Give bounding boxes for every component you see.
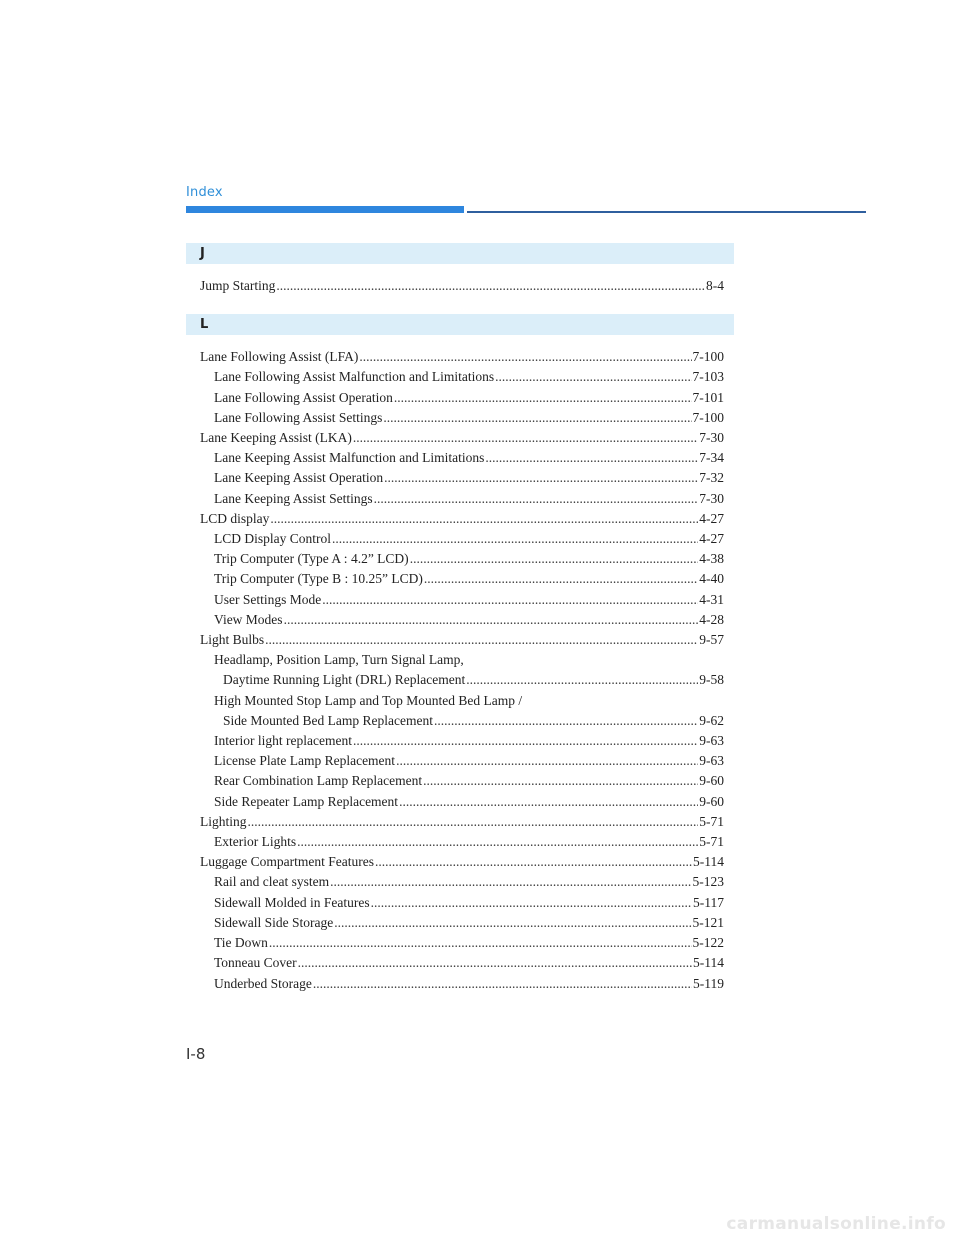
index-subentry[interactable] xyxy=(186,610,734,630)
entry-label: Lane Following Assist Malfunction and Limitations xyxy=(214,369,495,385)
entry-label: Light Bulbs xyxy=(200,632,265,648)
index-subentry[interactable] xyxy=(186,771,734,791)
entry-label: Tonneau Cover xyxy=(214,955,297,971)
dot-leader xyxy=(396,751,698,771)
index-entry[interactable] xyxy=(186,509,734,529)
entry-label: Interior light replacement xyxy=(214,733,352,749)
index-subentry-line: High Mounted Stop Lamp and Top Mounted Bed Lamp / xyxy=(214,692,523,708)
entry-label: Lane Following Assist (LFA) xyxy=(200,349,359,365)
entry-label: Exterior Lights xyxy=(214,834,297,850)
dot-leader xyxy=(298,953,692,973)
entry-page: 4-38 xyxy=(699,551,724,567)
index-subentry[interactable] xyxy=(186,489,734,509)
section-header-l: L xyxy=(186,314,734,335)
index-subentry[interactable] xyxy=(186,711,734,731)
dot-leader xyxy=(334,913,691,933)
entry-label: Lane Keeping Assist Malfunction and Limitations xyxy=(214,450,485,466)
entry-page: 9-57 xyxy=(699,632,724,648)
header-rule-thin xyxy=(467,211,866,213)
entry-label: Underbed Storage xyxy=(214,975,312,991)
dot-leader xyxy=(399,792,698,812)
entry-page: 7-30 xyxy=(699,430,724,446)
index-subentry[interactable] xyxy=(186,569,734,589)
dot-leader xyxy=(495,367,691,387)
entry-label: Trip Computer (Type A : 4.2” LCD) xyxy=(214,551,409,567)
entry-page: 5-114 xyxy=(693,955,724,971)
entry-page: 5-71 xyxy=(699,834,724,850)
entry-page: 7-34 xyxy=(699,450,724,466)
index-entry[interactable] xyxy=(186,276,734,296)
entry-page: 7-100 xyxy=(692,349,724,365)
dot-leader xyxy=(353,731,698,751)
index-content xyxy=(186,243,734,994)
index-subentry[interactable] xyxy=(186,913,734,933)
entry-label: Jump Starting xyxy=(200,278,276,293)
entry-label: Lighting xyxy=(200,813,247,829)
entry-page: 5-122 xyxy=(692,935,724,951)
entry-page: 7-103 xyxy=(692,369,724,385)
entry-page: 8-4 xyxy=(706,278,724,293)
index-entry[interactable] xyxy=(186,812,734,832)
dot-leader xyxy=(466,670,698,690)
index-subentry[interactable] xyxy=(186,933,734,953)
entry-page: 4-28 xyxy=(699,611,724,627)
dot-leader xyxy=(375,852,692,872)
entry-label: Lane Following Assist Operation xyxy=(214,389,393,405)
entry-page: 9-63 xyxy=(699,753,724,769)
index-subentry[interactable] xyxy=(186,832,734,852)
index-subentry[interactable] xyxy=(186,974,734,994)
entry-page: 9-58 xyxy=(699,672,724,688)
dot-leader xyxy=(313,974,692,994)
entry-page: 5-121 xyxy=(692,914,724,930)
dot-leader xyxy=(424,569,698,589)
entry-page: 7-30 xyxy=(699,490,724,506)
index-subentry[interactable] xyxy=(186,731,734,751)
entry-label: License Plate Lamp Replacement xyxy=(214,753,396,769)
page-number: I-8 xyxy=(186,1045,206,1063)
index-subentry[interactable] xyxy=(186,590,734,610)
dot-leader xyxy=(284,610,699,630)
entry-label: Lane Keeping Assist (LKA) xyxy=(200,430,352,446)
entry-page: 4-27 xyxy=(699,531,724,547)
dot-leader xyxy=(330,872,691,892)
index-subentry[interactable] xyxy=(186,448,734,468)
index-subentry[interactable] xyxy=(186,792,734,812)
index-subentry-line: Headlamp, Position Lamp, Turn Signal Lamp, xyxy=(214,652,464,668)
entry-label: Luggage Compartment Features xyxy=(200,854,374,870)
entry-page: 5-117 xyxy=(693,894,724,910)
header-rule-accent xyxy=(186,206,464,213)
entry-label: Side Mounted Bed Lamp Replacement xyxy=(223,712,433,728)
entry-label: Lane Keeping Assist Operation xyxy=(214,470,384,486)
dot-leader xyxy=(276,276,705,296)
index-subentry[interactable] xyxy=(186,408,734,428)
entry-page: 7-100 xyxy=(692,409,724,425)
dot-leader xyxy=(383,408,691,428)
entry-page: 5-123 xyxy=(692,874,724,890)
entry-page: 4-27 xyxy=(699,510,724,526)
index-entry[interactable] xyxy=(186,428,734,448)
entry-label: User Settings Mode xyxy=(214,591,322,607)
index-subentry[interactable] xyxy=(186,893,734,913)
dot-leader xyxy=(248,812,699,832)
entry-label: Tie Down xyxy=(214,935,268,951)
entry-label: Rear Combination Lamp Replacement xyxy=(214,773,423,789)
entry-page: 4-40 xyxy=(699,571,724,587)
index-subentry[interactable] xyxy=(186,549,734,569)
section-header-j: J xyxy=(186,243,734,264)
entry-page: 5-71 xyxy=(699,813,724,829)
dot-leader xyxy=(384,468,698,488)
index-subentry[interactable] xyxy=(186,367,734,387)
dot-leader xyxy=(270,509,698,529)
entry-label: Rail and cleat system xyxy=(214,874,330,890)
dot-leader xyxy=(353,428,698,448)
index-subentry[interactable] xyxy=(186,751,734,771)
dot-leader xyxy=(269,933,692,953)
entry-label: Sidewall Molded in Features xyxy=(214,894,370,910)
dot-leader xyxy=(434,711,698,731)
entry-label: Daytime Running Light (DRL) Replacement xyxy=(223,672,466,688)
entry-label: Sidewall Side Storage xyxy=(214,914,334,930)
dot-leader xyxy=(394,388,692,408)
dot-leader xyxy=(332,529,698,549)
entry-label: Lane Keeping Assist Settings xyxy=(214,490,373,506)
dot-leader xyxy=(485,448,698,468)
entry-label: Trip Computer (Type B : 10.25” LCD) xyxy=(214,571,423,587)
dot-leader xyxy=(374,489,699,509)
watermark: carmanualsonline.info xyxy=(726,1214,946,1234)
entry-page: 5-119 xyxy=(693,975,724,991)
entry-label: Side Repeater Lamp Replacement xyxy=(214,793,399,809)
index-subentry[interactable] xyxy=(186,388,734,408)
index-entry[interactable] xyxy=(186,852,734,872)
entry-page: 7-32 xyxy=(699,470,724,486)
dot-leader xyxy=(410,549,699,569)
entry-label: View Modes xyxy=(214,611,283,627)
entry-page: 9-63 xyxy=(699,733,724,749)
entry-page: 9-60 xyxy=(699,773,724,789)
dot-leader xyxy=(359,347,691,367)
dot-leader xyxy=(423,771,698,791)
entry-label: LCD Display Control xyxy=(214,531,331,547)
dot-leader xyxy=(265,630,698,650)
entry-label: LCD display xyxy=(200,510,270,526)
index-subentry[interactable] xyxy=(186,468,734,488)
index-subentry[interactable] xyxy=(186,670,734,690)
index-subentry[interactable] xyxy=(186,872,734,892)
page-section-title: Index xyxy=(186,185,223,200)
dot-leader xyxy=(322,590,698,610)
index-subentry[interactable] xyxy=(186,953,734,973)
dot-leader xyxy=(371,893,692,913)
entry-page: 4-31 xyxy=(699,591,724,607)
dot-leader xyxy=(297,832,698,852)
index-entry[interactable] xyxy=(186,347,734,367)
index-entry[interactable] xyxy=(186,630,734,650)
index-subentry[interactable] xyxy=(186,529,734,549)
entry-page: 7-101 xyxy=(692,389,724,405)
entry-page: 9-62 xyxy=(699,712,724,728)
entry-page: 9-60 xyxy=(699,793,724,809)
entry-page: 5-114 xyxy=(693,854,724,870)
entry-label: Lane Following Assist Settings xyxy=(214,409,383,425)
